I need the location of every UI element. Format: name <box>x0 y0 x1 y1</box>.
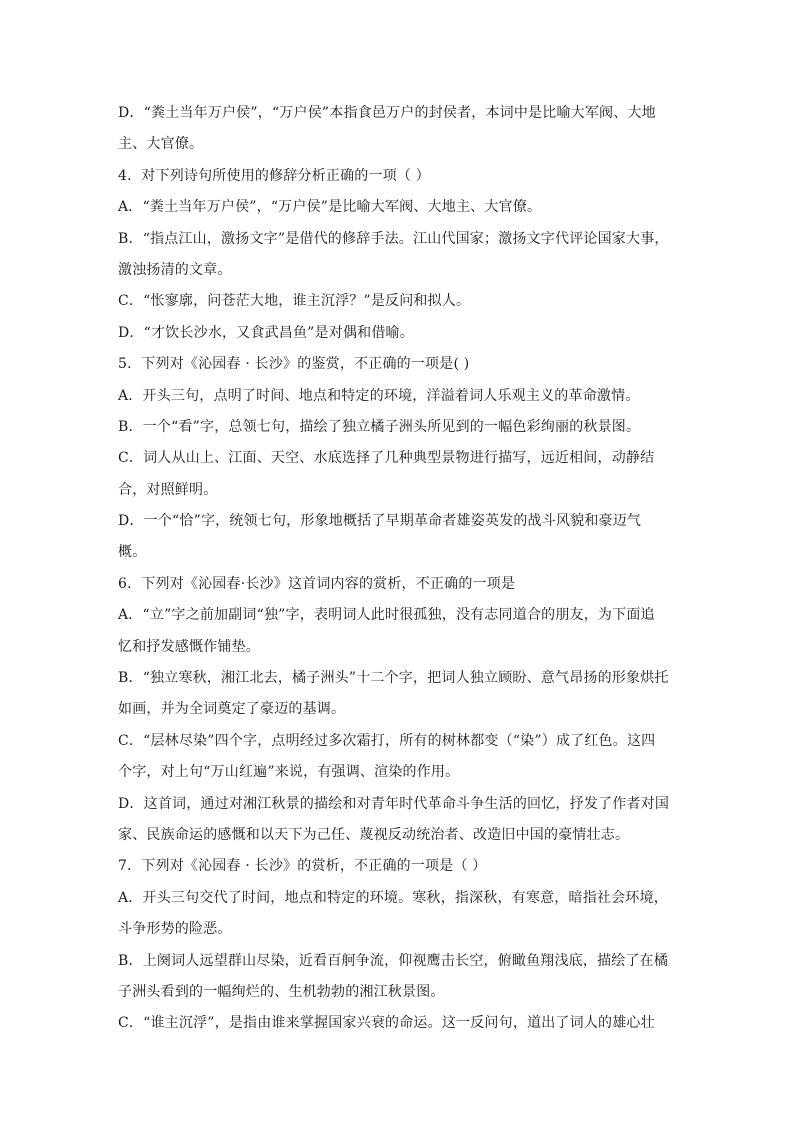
text-line: B．“独立寒秋，湘江北去，橘子洲头”十二个字，把词人独立顾盼、意气昂扬的形象烘托 <box>118 670 669 687</box>
text-line: 主、大官僚。 <box>118 136 204 153</box>
text-line: 斗争形势的险恶。 <box>118 921 232 938</box>
text-line: C．“谁主沉浮”，是指由谁来掌握国家兴衰的命运。这一反问句，道出了词人的雄心壮 <box>118 1015 655 1032</box>
text-line: A．“立”字之前加副词“独”字，表明词人此时很孤独，没有志同道合的朋友，为下面追 <box>118 607 655 624</box>
text-line: 忆和抒发感慨作铺垫。 <box>118 638 260 655</box>
text-line: 个字，对上句“万山红遍”来说，有强调、渲染的作用。 <box>118 764 460 781</box>
text-line: 7．下列对《沁园春 · 长沙》的赏析，不正确的一项是（ ） <box>118 858 487 875</box>
text-line: C．词人从山上、江面、天空、水底选择了几种典型景物进行描写，远近相间，动静结 <box>118 450 655 467</box>
text-line: 家、民族命运的感慨和以天下为己任、蔑视反动统治者、改造旧中国的豪情壮志。 <box>118 826 630 843</box>
text-line: 如画，并为全词奠定了豪迈的基调。 <box>118 701 346 718</box>
text-line: D．这首词，通过对湘江秋景的描绘和对青年时代革命斗争生活的回忆，抒发了作者对国 <box>118 795 670 812</box>
text-line: 激浊扬清的文章。 <box>118 261 232 278</box>
text-line: B．一个“看”字，总领七句，描绘了独立橘子洲头所见到的一幅色彩绚丽的秋景图。 <box>118 418 641 435</box>
text-line: B．上阕词人远望群山尽染，近看百舸争流，仰视鹰击长空，俯瞰鱼翔浅底，描绘了在橘 <box>118 952 669 969</box>
document-page <box>118 98 678 1040</box>
text-line: 子洲头看到的一幅绚烂的、生机勃勃的湘江秋景图。 <box>118 983 445 1000</box>
text-line: 6．下列对《沁园春·长沙》这首词内容的赏析，不正确的一项是 <box>118 575 516 592</box>
text-line: D．“才饮长沙水，又食武昌鱼”是对偶和借喻。 <box>118 324 414 341</box>
text-line: 5．下列对《沁园春 · 长沙》的鉴赏，不正确的一项是( ) <box>118 356 470 373</box>
text-line: C．“怅寥廓，问苍茫大地，谁主沉浮？”是反问和拟人。 <box>118 293 471 310</box>
text-line: A．开头三句交代了时间，地点和特定的环境。寒秋，指深秋，有寒意，暗指社会环境， <box>118 889 668 906</box>
text-line: D．一个“恰”字，统领七句，形象地概括了早期革命者雄姿英发的战斗风貌和豪迈气 <box>118 513 642 530</box>
text-line: C．“层林尽染”四个字，点明经过多次霜打，所有的树林都变（“染”）成了红色。这四 <box>118 732 656 749</box>
text-line: 4．对下列诗句所使用的修辞分析正确的一项（ ） <box>118 167 430 184</box>
text-line: 概。 <box>118 544 147 561</box>
text-line: A．开头三句，点明了时间、地点和特定的环境，洋溢着词人乐观主义的革命激情。 <box>118 387 640 404</box>
text-line: D．“粪土当年万户侯”，“万户侯”本指食邑万户的封侯者，本词中是比喻大军阀、大地 <box>118 105 656 121</box>
text-line: A．“粪土当年万户侯”，“万户侯”是比喻大军阀、大地主、大官僚。 <box>118 199 542 216</box>
text-line: 合，对照鲜明。 <box>118 481 218 498</box>
text-line: B．“指点江山，激扬文字”是借代的修辞手法。江山代国家；激扬文字代评论国家大事， <box>118 230 669 247</box>
